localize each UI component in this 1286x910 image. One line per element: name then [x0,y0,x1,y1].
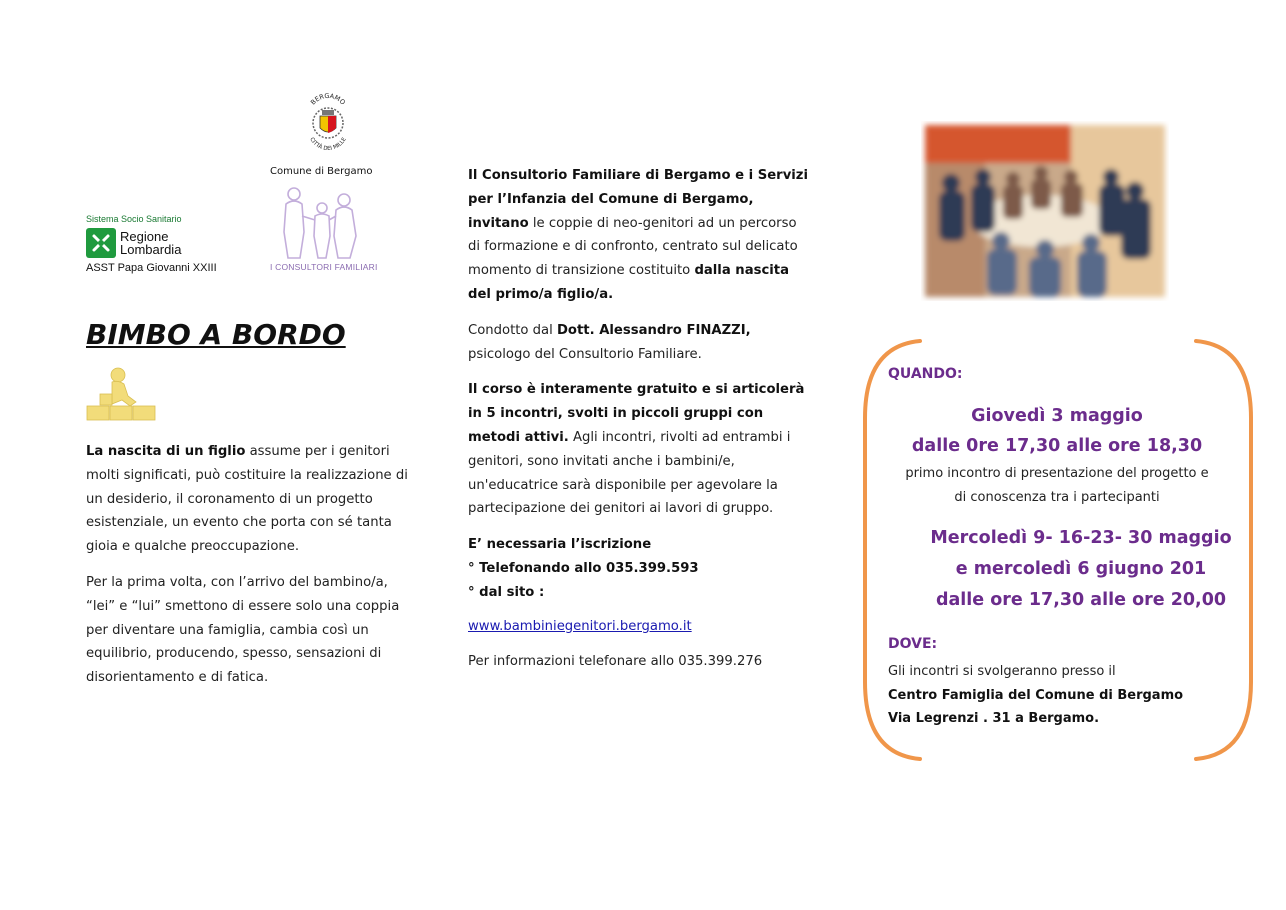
bergamo-emblem-top-text: BERGAMO [309,91,347,107]
registration-required: E’ necessaria l’iscrizione [468,537,652,553]
middle-p1-rest: le coppie di neo-genitori ad un percorso di formazione e di confronto, centrato sul delicato momento di transizione costituito [468,215,798,279]
registration-site: ° dal sito : [468,584,545,600]
regione-lombardia-logo-icon [86,228,116,258]
where-address: Via Legrenzi . 31 a Bergamo. [888,711,1100,726]
regione-lombardia-logo [86,214,246,274]
middle-p2-bold: Dott. Alessandro FINAZZI, [556,322,751,338]
regione-name-1: Regione [120,229,169,244]
where-line-2 [888,684,1183,708]
registration-block [468,533,808,604]
bergamo-emblem-icon [300,90,356,156]
middle-p2-rest: psicologo del Consultorio Familiare. [468,346,702,362]
baby-on-board-icon [86,366,156,422]
middle-p2-start: Condotto dal [468,322,557,338]
middle-paragraph-1 [468,164,808,307]
registration-phone: ° Telefonando allo 035.399.593 [468,560,699,576]
intro-paragraph-1 [86,440,416,559]
consultori-family-icon [272,186,372,260]
where-line-1: Gli incontri si svolgeranno presso il [888,664,1116,679]
middle-p3-rest: Agli incontri, rivolti ad entrambi i genitori, sono invitati anche i bambini/e, un'educatrice sarà disponibile per agevolare la partecipazione dei genitori ai lavori di gruppo. [468,429,791,517]
middle-paragraph-2 [468,319,808,367]
where-text [888,660,1183,731]
when-first-time: dalle 0re 17,30 alle ore 18,30 [911,436,1203,456]
middle-p1-bold-a: Il Consultorio Familiare di Bergamo e i Servizi per l’Infanzia del Comune di Bergamo, invitano [468,168,809,231]
comune-label: Comune di Bergamo [270,166,373,177]
intro-p1-rest: assume per i genitori molti significati, può costituire la realizzazione di un desiderio, il coronamento di un progetto esistenziale, un evento che porta con sé tanta gioia e qualche preoccupazione. [86,444,408,555]
when-label: QUANDO: [888,366,963,382]
course-description [468,164,808,686]
asst-label: ASST Papa Giovanni XXIII [86,262,217,274]
when-first-date: Giovedì 3 maggio [971,406,1143,426]
when-first-desc-1: primo incontro di presentazione del progetto e [905,466,1209,481]
when-dates-2: e mercoledì 6 giugno 201 [955,559,1207,579]
where-line-3 [888,707,1183,731]
middle-paragraph-3 [468,378,808,521]
group-photo [921,121,1169,301]
svg-text:BERGAMO [309,92,347,107]
where-label: DOVE: [888,636,938,652]
when-first-desc-2: di conoscenza tra i partecipanti [954,490,1160,505]
website-link[interactable]: www.bambiniegenitori.bergamo.it [468,618,692,634]
regione-name-2: Lombardia [120,242,182,257]
middle-p1-bold-b: dalla nascita del primo/a figlio/a. [468,263,789,302]
bergamo-emblem-bottom-text: CITTÀ DEI MILLE [308,136,348,153]
info-phone: Per informazioni telefonare allo 035.399.276 [468,654,763,670]
intro-p1-bold: La nascita di un figlio [86,444,246,459]
intro-text [86,440,416,702]
when-time: dalle ore 17,30 alle ore 20,00 [935,590,1227,610]
where-venue: Centro Famiglia del Comune di Bergamo [888,687,1184,703]
intro-paragraph-2: Per la prima volta, con l’arrivo del bambino/a, “lei” e “lui” smettono di essere solo una coppia per diventare una famiglia, cambia così un equilibrio, producendo, spesso, sensazioni di disorientamento e di fatica. [86,574,400,686]
middle-p3-bold: Il corso è interamente gratuito e si articolerà in 5 incontri, svolti in piccoli gruppi con metodi attivi. [468,382,805,445]
svg-text:CITTÀ DEI MILLE [308,136,348,152]
page-title: BIMBO A BORDO [86,318,346,351]
when-dates: Mercoledì 9- 16-23- 30 maggio [930,528,1232,548]
consultori-label: I CONSULTORI FAMILIARI [270,262,378,272]
regione-system-label: Sistema Socio Sanitario [86,214,182,224]
